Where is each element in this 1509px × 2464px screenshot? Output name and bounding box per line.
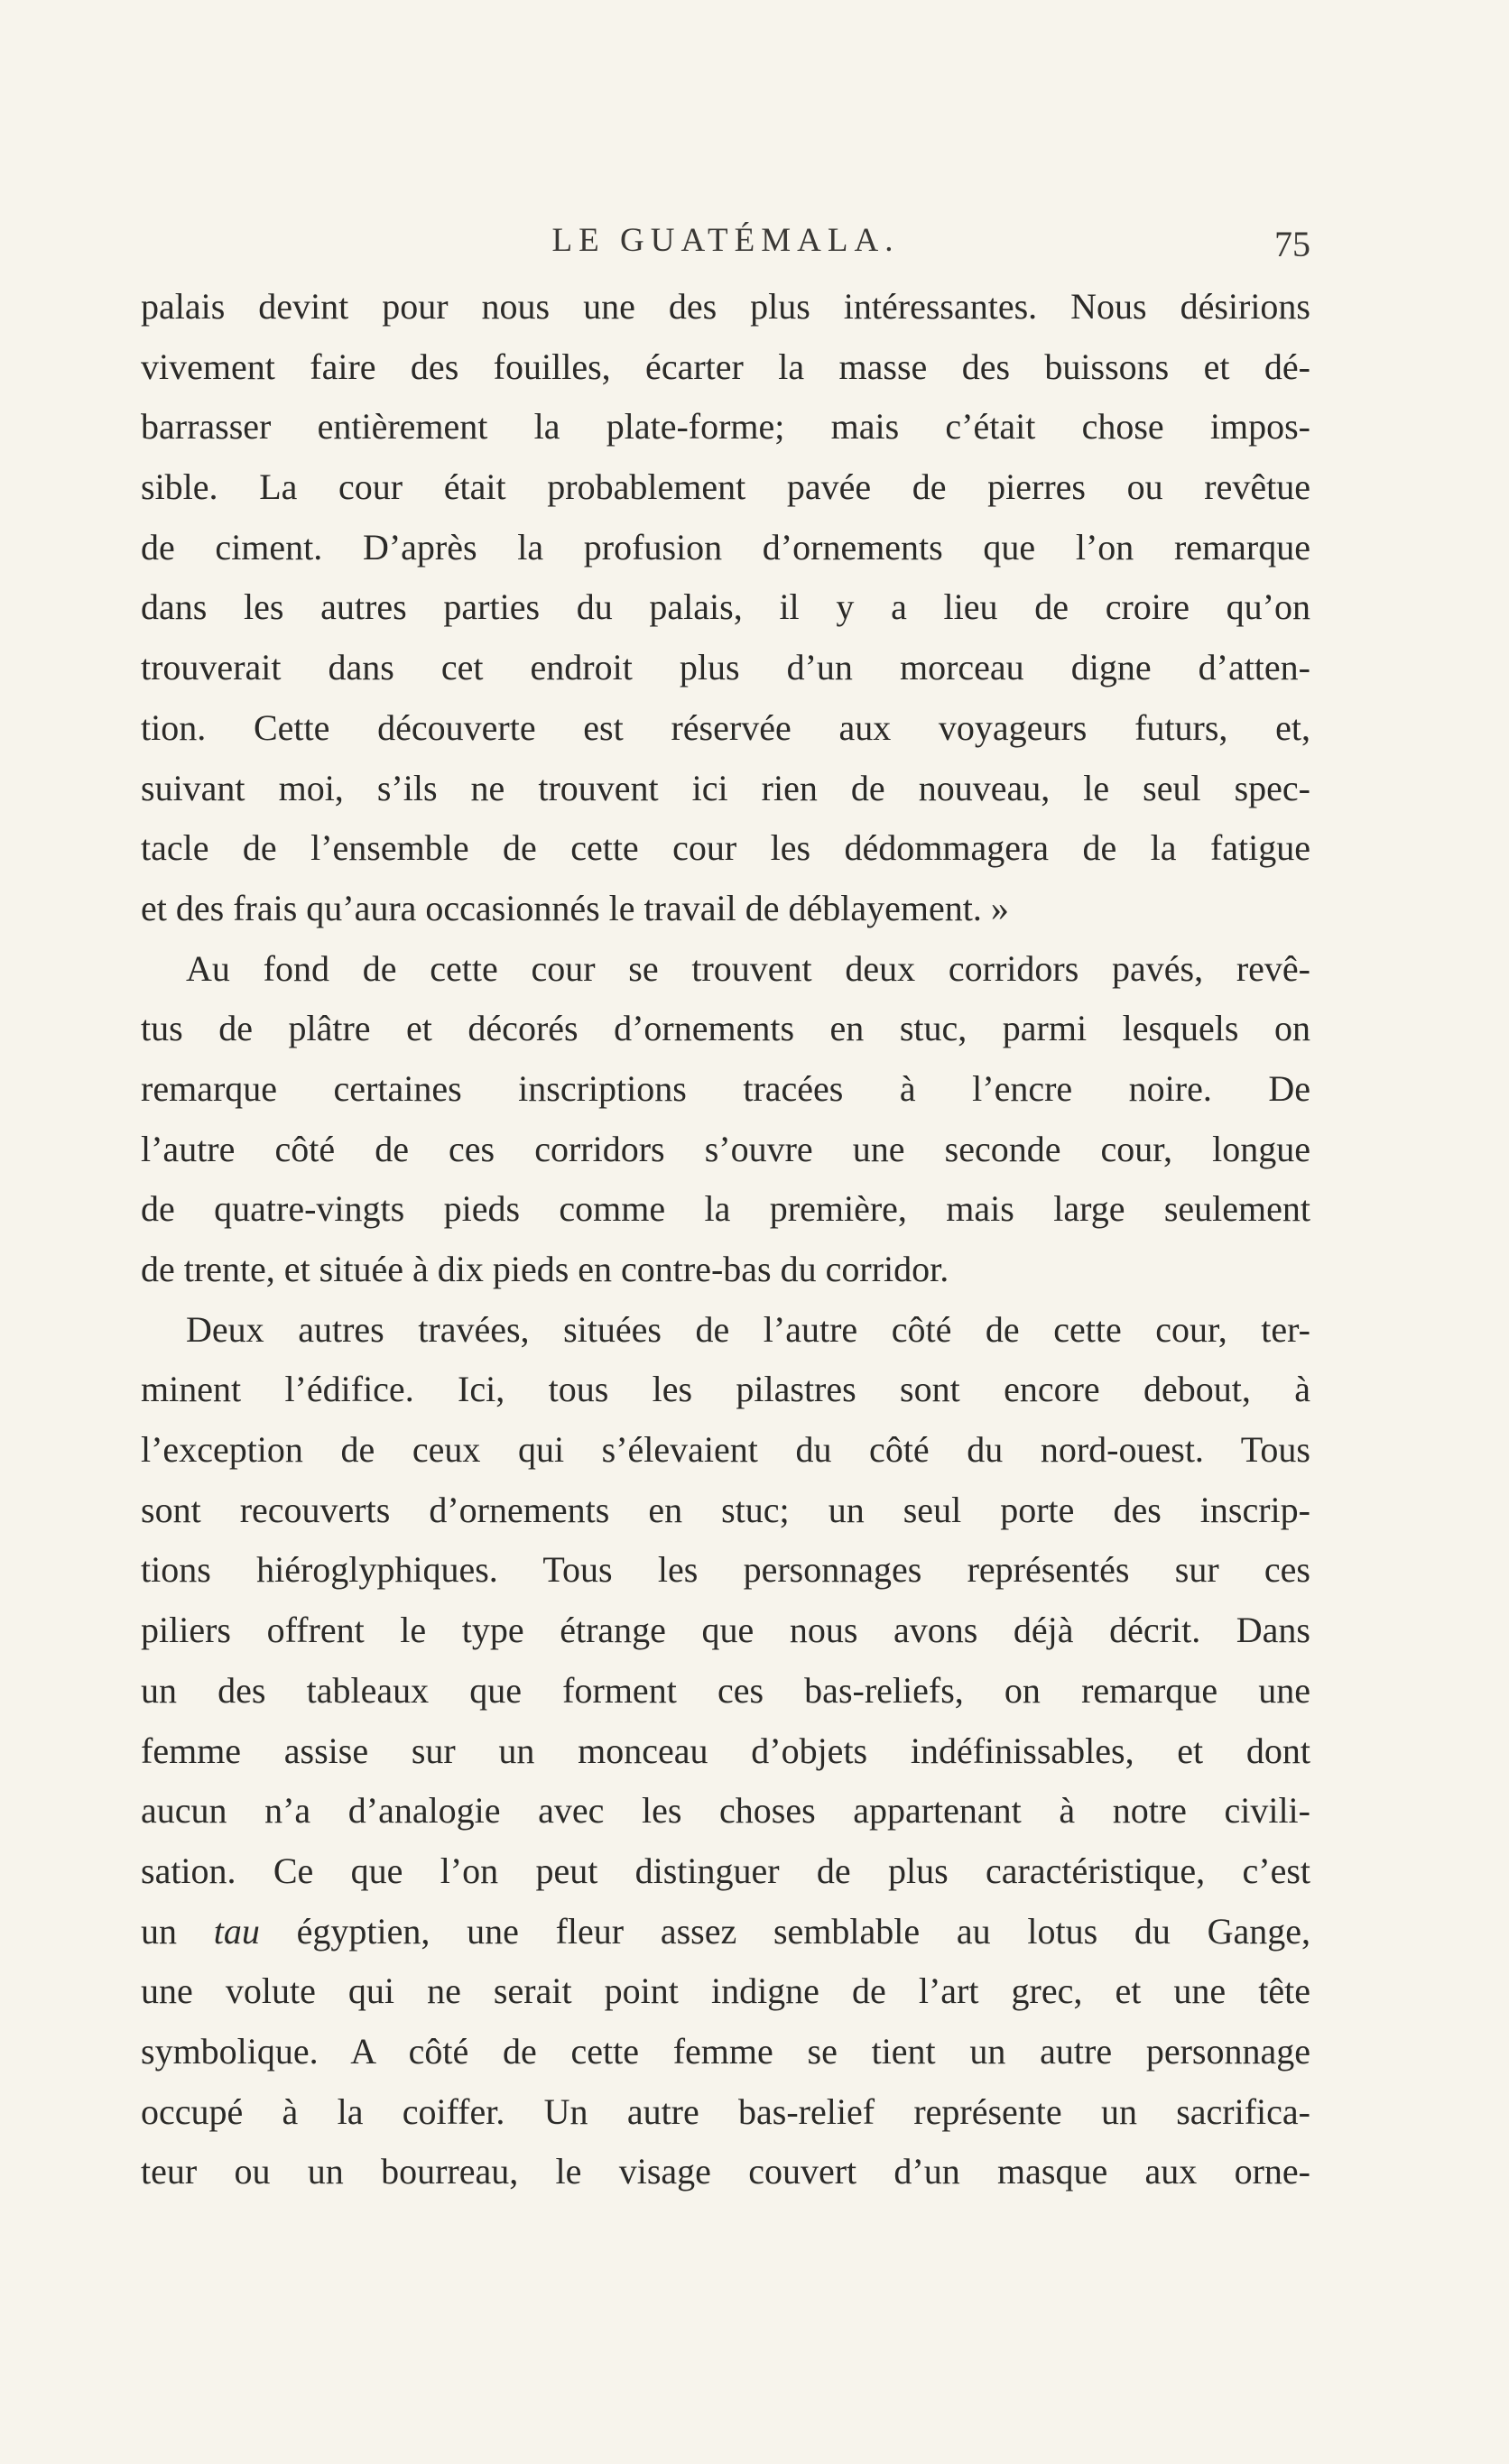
text-line-with-italic	[141, 1902, 1310, 1962]
text-line: une volute qui ne serait point indigne de l’art grec, et une tête	[141, 1970, 1310, 2012]
text-line: sation. Ce que l’on peut distinguer de plus caractéristique, c’est	[141, 1850, 1310, 1891]
text-line: palais devint pour nous une des plus intéressantes. Nous désirions	[141, 286, 1310, 327]
text-segment: égyptien, une fleur assez semblable au lotus du Gange,	[296, 1910, 1310, 1952]
text-line: sont recouverts d’ornements en stuc; un seul porte des inscrip-	[141, 1489, 1310, 1530]
paragraph-start-line: Deux autres travées, situées de l’autre côté de cette cour, ter-	[186, 1308, 1310, 1350]
text-line: l’autre côté de ces corridors s’ouvre une seconde cour, longue	[141, 1128, 1310, 1169]
text-line: occupé à la coiffer. Un autre bas-relief représente un sacrifica-	[141, 2090, 1310, 2132]
text-line: teur ou un bourreau, le visage couvert d’un masque aux orne-	[141, 2151, 1310, 2192]
running-title: LE GUATÉMALA.	[551, 222, 900, 259]
text-line: vivement faire des fouilles, écarter la masse des buissons et dé-	[141, 346, 1310, 387]
paragraph-end-line: de trente, et située à dix pieds en contre-bas du corridor.	[141, 1249, 949, 1289]
text-line: l’exception de ceux qui s’élevaient du côté du nord-ouest. Tous	[141, 1429, 1310, 1471]
text-segment: un	[141, 1910, 177, 1952]
text-line: barrasser entièrement la plate-forme; mais c’était chose impos-	[141, 406, 1310, 448]
text-line: un des tableaux que forment ces bas-reliefs, on remarque une	[141, 1669, 1310, 1711]
text-line: sible. La cour était probablement pavée de pierres ou revêtue	[141, 466, 1310, 508]
text-line: de quatre-vingts pieds comme la première, mais large seulement	[141, 1188, 1310, 1230]
text-line: minent l’édifice. Ici, tous les pilastres sont encore debout, à	[141, 1369, 1310, 1410]
running-head	[141, 221, 1310, 275]
paragraph-start-line: Au fond de cette cour se trouvent deux corridors pavés, revê-	[186, 947, 1310, 989]
text-line: femme assise sur un monceau d’objets indéfinissables, et dont	[141, 1730, 1310, 1771]
text-line: de ciment. D’après la profusion d’ornements que l’on remarque	[141, 526, 1310, 568]
text-line: tus de plâtre et décorés d’ornements en stuc, parmi lesquels on	[141, 1008, 1310, 1049]
text-line: tion. Cette découverte est réservée aux voyageurs futurs, et,	[141, 706, 1310, 748]
text-line: suivant moi, s’ils ne trouvent ici rien de nouveau, le seul spec-	[141, 767, 1310, 808]
italic-word: tau	[213, 1910, 260, 1952]
text-line: trouverait dans cet endroit plus d’un morceau digne d’atten-	[141, 647, 1310, 688]
body-text	[141, 277, 1310, 2202]
paragraph-end-line: et des frais qu’aura occasionnés le travail de déblayement. »	[141, 887, 1009, 928]
text-line: symbolique. A côté de cette femme se tient un autre personnage	[141, 2030, 1310, 2072]
text-line: remarque certaines inscriptions tracées à l’encre noire. De	[141, 1067, 1310, 1109]
text-line: dans les autres parties du palais, il y a lieu de croire qu’on	[141, 586, 1310, 628]
text-line: piliers offrent le type étrange que nous avons déjà décrit. Dans	[141, 1610, 1310, 1651]
text-line: tacle de l’ensemble de cette cour les dédommagera de la fatigue	[141, 827, 1310, 869]
text-line: aucun n’a d’analogie avec les choses appartenant à notre civili-	[141, 1790, 1310, 1832]
text-line: tions hiéroglyphiques. Tous les personnages représentés sur ces	[141, 1549, 1310, 1591]
page-number: 75	[1274, 224, 1310, 264]
